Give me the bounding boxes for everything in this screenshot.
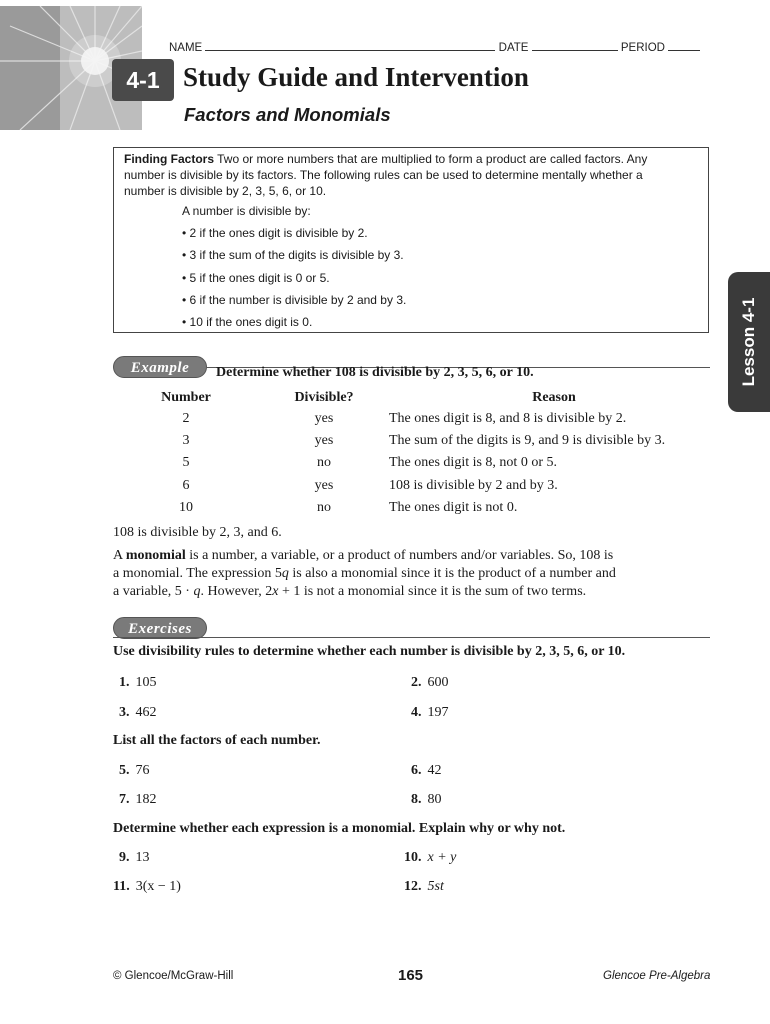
cell-number: 6 bbox=[182, 477, 190, 493]
exercise-item[interactable] bbox=[119, 792, 157, 808]
exercise-text: 42 bbox=[427, 763, 442, 778]
exercise-number: 5. bbox=[119, 763, 130, 778]
exercise-number: 12. bbox=[404, 879, 422, 894]
lesson-side-tab-label: Lesson 4-1 bbox=[739, 297, 758, 387]
lesson-badge: 4-1 bbox=[112, 59, 174, 101]
exercise-item[interactable] bbox=[411, 763, 442, 779]
footer-book-title: Glencoe Pre-Algebra bbox=[603, 970, 711, 982]
var-q: q bbox=[281, 566, 289, 581]
table-row bbox=[113, 452, 719, 474]
exercise-number: 1. bbox=[119, 675, 130, 690]
rule-item: • 10 if the ones digit is 0. bbox=[182, 315, 313, 330]
exercise-number: 3. bbox=[119, 705, 130, 720]
monomial-line-1: is a number, a variable, or a product of numbers and/or variables. So, 108 is bbox=[185, 548, 614, 563]
table-header-row bbox=[113, 387, 719, 408]
exercise-item[interactable] bbox=[404, 879, 444, 895]
rule-item: • 5 if the ones digit is 0 or 5. bbox=[182, 270, 330, 285]
exercise-text: 462 bbox=[135, 705, 157, 720]
page-title: Study Guide and Intervention bbox=[183, 62, 529, 92]
cell-reason: The ones digit is not 0. bbox=[389, 499, 518, 515]
monomial-paragraph bbox=[113, 547, 713, 601]
example-table bbox=[113, 387, 719, 519]
intro-line-3: number is divisible by 2, 3, 5, 6, or 10. bbox=[124, 184, 327, 198]
exercises-label: Exercises bbox=[113, 617, 207, 639]
exercise-text: 76 bbox=[135, 763, 150, 778]
exercise-item[interactable] bbox=[119, 763, 150, 779]
table-row bbox=[113, 430, 719, 452]
monomial-line-2b: is also a monomial since it is the product of a number and bbox=[288, 566, 616, 581]
intro-line-1: Two or more numbers that are multiplied to form a product are called factors. Any bbox=[217, 152, 648, 166]
table-row bbox=[113, 408, 719, 430]
exercise-text: 80 bbox=[427, 792, 442, 807]
finding-factors-box bbox=[113, 147, 709, 333]
name-blank[interactable] bbox=[205, 40, 495, 51]
exercise-text: 197 bbox=[427, 705, 449, 720]
name-label: NAME bbox=[169, 42, 203, 54]
example-label: Example bbox=[113, 356, 207, 378]
cell-number: 5 bbox=[182, 455, 190, 471]
exercise-number: 11. bbox=[113, 879, 130, 894]
exercise-item[interactable] bbox=[113, 879, 181, 895]
monomial-lead: A bbox=[113, 548, 123, 563]
lesson-side-tab bbox=[728, 272, 770, 412]
exercise-number: 10. bbox=[404, 850, 422, 865]
column-header-number: Number bbox=[161, 389, 211, 405]
exercise-text: 600 bbox=[427, 675, 449, 690]
column-header-reason: Reason bbox=[532, 389, 576, 405]
exercise-item[interactable] bbox=[119, 705, 157, 721]
example-conclusion: 108 is divisible by 2, 3, and 6. bbox=[113, 525, 282, 540]
finding-factors-heading: Finding Factors bbox=[124, 152, 214, 166]
rule-item: • 2 if the ones digit is divisible by 2. bbox=[182, 226, 368, 240]
exercise-text: x + y bbox=[427, 850, 457, 865]
table-row bbox=[113, 475, 719, 497]
column-header-divisible: Divisible? bbox=[294, 389, 354, 405]
exercise-item[interactable] bbox=[119, 850, 150, 866]
date-blank[interactable] bbox=[532, 40, 618, 51]
rules-heading: A number is divisible by: bbox=[182, 204, 311, 218]
cell-reason: 108 is divisible by 2 and by 3. bbox=[389, 477, 558, 493]
exercise-number: 4. bbox=[411, 705, 422, 720]
var-x: x bbox=[272, 584, 279, 599]
finding-factors-intro bbox=[124, 151, 694, 199]
cell-reason: The sum of the digits is 9, and 9 is divisible by 3. bbox=[389, 433, 666, 449]
divisibility-rules-list bbox=[182, 226, 406, 337]
example-prompt: Determine whether 108 is divisible by 2, 3, 5, 6, or 10. bbox=[216, 365, 534, 380]
rule-item: • 3 if the sum of the digits is divisible by 3. bbox=[182, 248, 404, 263]
exercise-instruction-2: List all the factors of each number. bbox=[113, 733, 321, 748]
exercise-text: 105 bbox=[135, 675, 157, 690]
exercise-text: 182 bbox=[135, 792, 157, 807]
exercise-instruction-3: Determine whether each expression is a monomial. Explain why or why not. bbox=[113, 821, 566, 836]
exercise-item[interactable] bbox=[411, 675, 449, 691]
exercise-number: 6. bbox=[411, 763, 422, 778]
monomial-term: monomial bbox=[125, 548, 186, 563]
exercise-item[interactable] bbox=[404, 850, 456, 866]
exercise-number: 7. bbox=[119, 792, 130, 807]
monomial-line-3a: a variable, 5 · bbox=[113, 584, 194, 599]
exercise-text: 13 bbox=[135, 850, 150, 865]
exercise-item[interactable] bbox=[411, 792, 442, 808]
exercise-number: 8. bbox=[411, 792, 422, 807]
exercise-item[interactable] bbox=[119, 675, 157, 691]
period-label: PERIOD bbox=[620, 42, 665, 54]
exercise-instruction-1: Use divisibility rules to determine whether each number is divisible by 2, 3, 5, 6, or 10. bbox=[113, 644, 626, 659]
cell-divisible: yes bbox=[314, 411, 334, 427]
cell-reason: The ones digit is 8, not 0 or 5. bbox=[389, 455, 557, 471]
footer-publisher: © Glencoe/McGraw-Hill bbox=[113, 970, 234, 982]
table-row bbox=[113, 497, 719, 519]
exercise-number: 9. bbox=[119, 850, 130, 865]
intro-line-2: number is divisible by its factors. The following rules can be used to determine mentally whether a bbox=[124, 168, 643, 182]
cell-divisible: no bbox=[317, 499, 331, 515]
monomial-line-2a: a monomial. The expression 5 bbox=[113, 566, 282, 581]
cell-divisible: no bbox=[317, 455, 331, 471]
monomial-line-3c: + 1 is not a monomial since it is the sum of two terms. bbox=[278, 584, 587, 599]
exercise-text: 5st bbox=[427, 879, 444, 894]
var-q: q bbox=[193, 584, 201, 599]
cell-reason: The ones digit is 8, and 8 is divisible by 2. bbox=[389, 411, 627, 427]
exercise-number: 2. bbox=[411, 675, 422, 690]
date-label: DATE bbox=[498, 42, 529, 54]
exercise-item[interactable] bbox=[411, 705, 449, 721]
cell-divisible: yes bbox=[314, 433, 334, 449]
cell-divisible: yes bbox=[314, 477, 334, 493]
exercise-text: 3(x − 1) bbox=[135, 879, 181, 894]
cell-number: 10 bbox=[179, 499, 193, 515]
rule-item: • 6 if the number is divisible by 2 and by 3. bbox=[182, 292, 407, 307]
page-number: 165 bbox=[398, 967, 424, 984]
cell-number: 2 bbox=[182, 411, 190, 427]
page-subtitle: Factors and Monomials bbox=[184, 104, 391, 125]
cell-number: 3 bbox=[182, 433, 190, 449]
monomial-line-3b: . However, 2 bbox=[200, 584, 273, 599]
period-blank[interactable] bbox=[668, 40, 700, 51]
name-date-period-line bbox=[169, 40, 700, 54]
exercises-divider bbox=[113, 637, 710, 638]
